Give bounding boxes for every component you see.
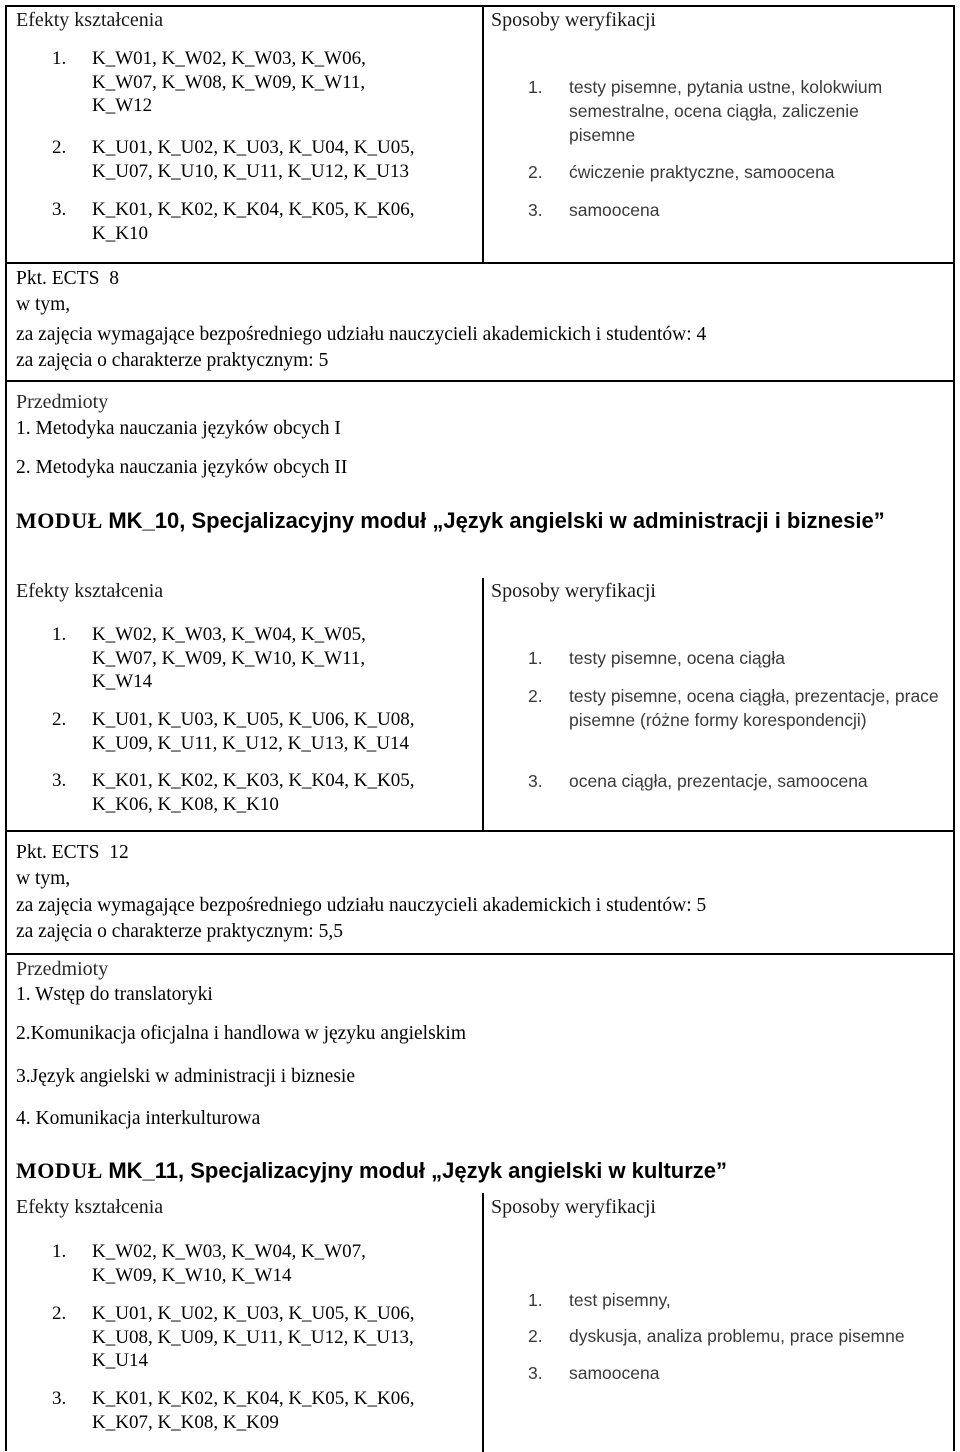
effects-header: Efekty kształcenia [16,1196,164,1218]
methods-header: Sposoby weryfikacji [491,1196,656,1218]
list-item: 1. K_W02, K_W03, K_W04, K_W07, K_W09, K_W10, K_W14 [52,1241,366,1286]
ects-value: 8 [109,268,119,289]
list-item: 3. samoocena [528,1363,660,1383]
effects-header: Efekty kształcenia [16,580,164,602]
ects-line [16,268,119,290]
list-item: 3. ocena ciągła, prezentacje, samoocena [528,771,868,791]
divider [5,380,955,382]
ects-direct: za zajęcia wymagające bezpośredniego udziału nauczycieli akademickich i studentów: 5 [16,895,707,916]
ects-practical: za zajęcia o charakterze praktycznym: 5,5 [16,921,343,942]
module-title: MODUŁ MK_10, Specjalizacyjny moduł „Język angielski w administracji i biznesie” [16,508,885,533]
effects-header: Efekty kształcenia [16,9,164,31]
divider [5,830,955,832]
subject-item: 1. Wstęp do translatoryki [16,984,213,1005]
list-item: 3. K_K01, K_K02, K_K03, K_K04, K_K05, K_K06, K_K08, K_K10 [52,770,415,815]
ects-line [16,842,129,864]
methods-header: Sposoby weryfikacji [491,580,656,602]
list-item: 2. testy pisemne, ocena ciągła, prezentacje, prace pisemne (różne formy korespondencji) [528,686,939,730]
list-item: 1. K_W02, K_W03, K_W04, K_W05, K_W07, K_W09, K_W10, K_W11, K_W14 [52,624,366,692]
ects-label: Pkt. ECTS [16,842,100,863]
list-item: 3. samoocena [528,200,660,220]
subject-item: 3.Język angielski w administracji i biznesie [16,1066,355,1087]
divider [5,953,955,955]
column-divider [482,5,484,262]
list-item: 1. test pisemny, [528,1290,671,1310]
methods-header: Sposoby weryfikacji [491,9,656,31]
list-item: 2. K_U01, K_U03, K_U05, K_U06, K_U08, K_U09, K_U11, K_U12, K_U13, K_U14 [52,709,415,754]
ects-practical: za zajęcia o charakterze praktycznym: 5 [16,350,329,371]
list-item: 2. dyskusja, analiza problemu, prace pisemne [528,1326,905,1346]
subject-item: 2. Metodyka nauczania języków obcych II [16,457,348,478]
list-item: 2. K_U01, K_U02, K_U03, K_U04, K_U05, K_U07, K_U10, K_U11, K_U12, K_U13 [52,137,415,182]
list-item: 1. testy pisemne, ocena ciągła [528,648,785,668]
divider [5,262,955,264]
subject-item: 1. Metodyka nauczania języków obcych I [16,418,341,439]
subjects-header: Przedmioty [16,958,109,980]
list-item: 2. K_U01, K_U02, K_U03, K_U05, K_U06, K_U08, K_U09, K_U11, K_U12, K_U13, K_U14 [52,1303,415,1371]
ects-direct: za zajęcia wymagające bezpośredniego udziału nauczycieli akademickich i studentów: 4 [16,324,707,345]
module-title: MODUŁ MK_11, Specjalizacyjny moduł „Język angielski w kulturze” [16,1158,728,1183]
column-divider [482,1193,484,1452]
subjects-header: Przedmioty [16,391,109,413]
ects-label: Pkt. ECTS [16,268,100,289]
subject-item: 2.Komunikacja oficjalna i handlowa w języku angielskim [16,1023,466,1044]
column-divider [482,578,484,830]
list-item: 1. K_W01, K_W02, K_W03, K_W06, K_W07, K_W08, K_W09, K_W11, K_W12 [52,48,366,116]
list-item: 3. K_K01, K_K02, K_K04, K_K05, K_K06, K_K07, K_K08, K_K09 [52,1388,415,1433]
ects-w-tym: w tym, [16,868,71,889]
list-item: 1. testy pisemne, pytania ustne, kolokwium semestralne, ocena ciągła, zaliczenie pisemne [528,77,883,145]
ects-w-tym: w tym, [16,294,71,315]
ects-value: 12 [109,842,129,863]
list-item: 3. K_K01, K_K02, K_K04, K_K05, K_K06, K_K10 [52,199,415,244]
subject-item: 4. Komunikacja interkulturowa [16,1108,261,1129]
list-item: 2. ćwiczenie praktyczne, samoocena [528,162,835,182]
